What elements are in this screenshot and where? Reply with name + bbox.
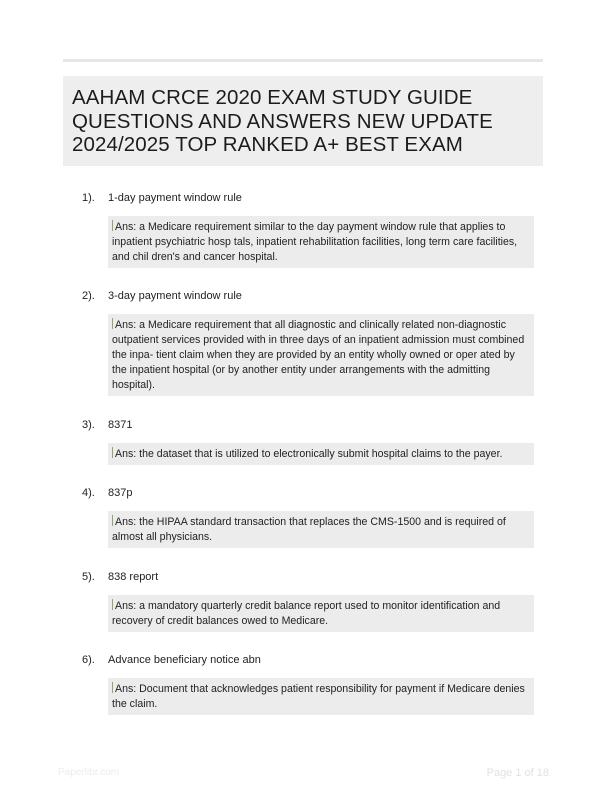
answer-marker <box>112 515 113 526</box>
answer-marker <box>112 682 113 693</box>
answer-box-3 <box>108 443 534 465</box>
answer-box-6 <box>108 678 534 715</box>
question-text: Advance beneficiary notice abn <box>108 654 261 666</box>
answer-text: Ans: Document that acknowledges patient responsibility for payment if Medicare denies the claim. <box>112 683 525 710</box>
question-number: 5). <box>82 571 95 583</box>
question-number: 3). <box>82 419 95 431</box>
answer-text: Ans: a Medicare requirement similar to the day payment window rule that applies to inpatient psychiatric hosp tals, inpatient rehabilitation facilities, long term care facilities, and chil dren's and cancer hospital. <box>112 221 518 263</box>
question-text: 837p <box>108 487 133 499</box>
answer-text: Ans: the HIPAA standard transaction that replaces the CMS-1500 and is required of almost all physicians. <box>112 516 506 543</box>
document-title: AAHAM CRCE 2020 EXAM STUDY GUIDE QUESTIONS AND ANSWERS NEW UPDATE 2024/2025 TOP RANKED A+ BEST EXAM <box>72 86 493 156</box>
answer-marker <box>112 220 113 231</box>
answer-box-5 <box>108 595 534 632</box>
answer-text: Ans: the dataset that is utilized to electronically submit hospital claims to the payer. <box>115 448 503 460</box>
question-text: 8371 <box>108 419 133 431</box>
answer-text: Ans: a mandatory quarterly credit balance report used to monitor identification and recovery of credit balances owed to Medicare. <box>112 600 501 627</box>
answer-marker <box>112 318 113 329</box>
answer-box-4 <box>108 511 534 548</box>
question-text: 3-day payment window rule <box>108 290 242 302</box>
page-number: Page 1 of 18 <box>486 767 549 779</box>
answer-box-1 <box>108 216 534 268</box>
answer-text: Ans: a Medicare requirement that all diagnostic and clinically related non-diagnostic outpatient services provided with in three days of an inpatient admission must combined the inpa- tient claim when they are provided by an entity wholly owned or oper ated by the inpatient hospital (or by another entity under arrangements with the admitting hospital). <box>112 319 525 391</box>
question-text: 1-day payment window rule <box>108 192 242 204</box>
answer-marker <box>112 447 113 458</box>
question-text: 838 report <box>108 571 159 583</box>
answer-marker <box>112 599 113 610</box>
answer-box-2 <box>108 314 534 396</box>
top-divider <box>63 59 543 62</box>
question-number: 6). <box>82 654 95 666</box>
question-number: 4). <box>82 487 95 499</box>
footer-watermark: Paperlibr.com <box>58 767 120 778</box>
title-banner <box>63 76 543 166</box>
question-number: 2). <box>82 290 95 302</box>
question-number: 1). <box>82 192 95 204</box>
